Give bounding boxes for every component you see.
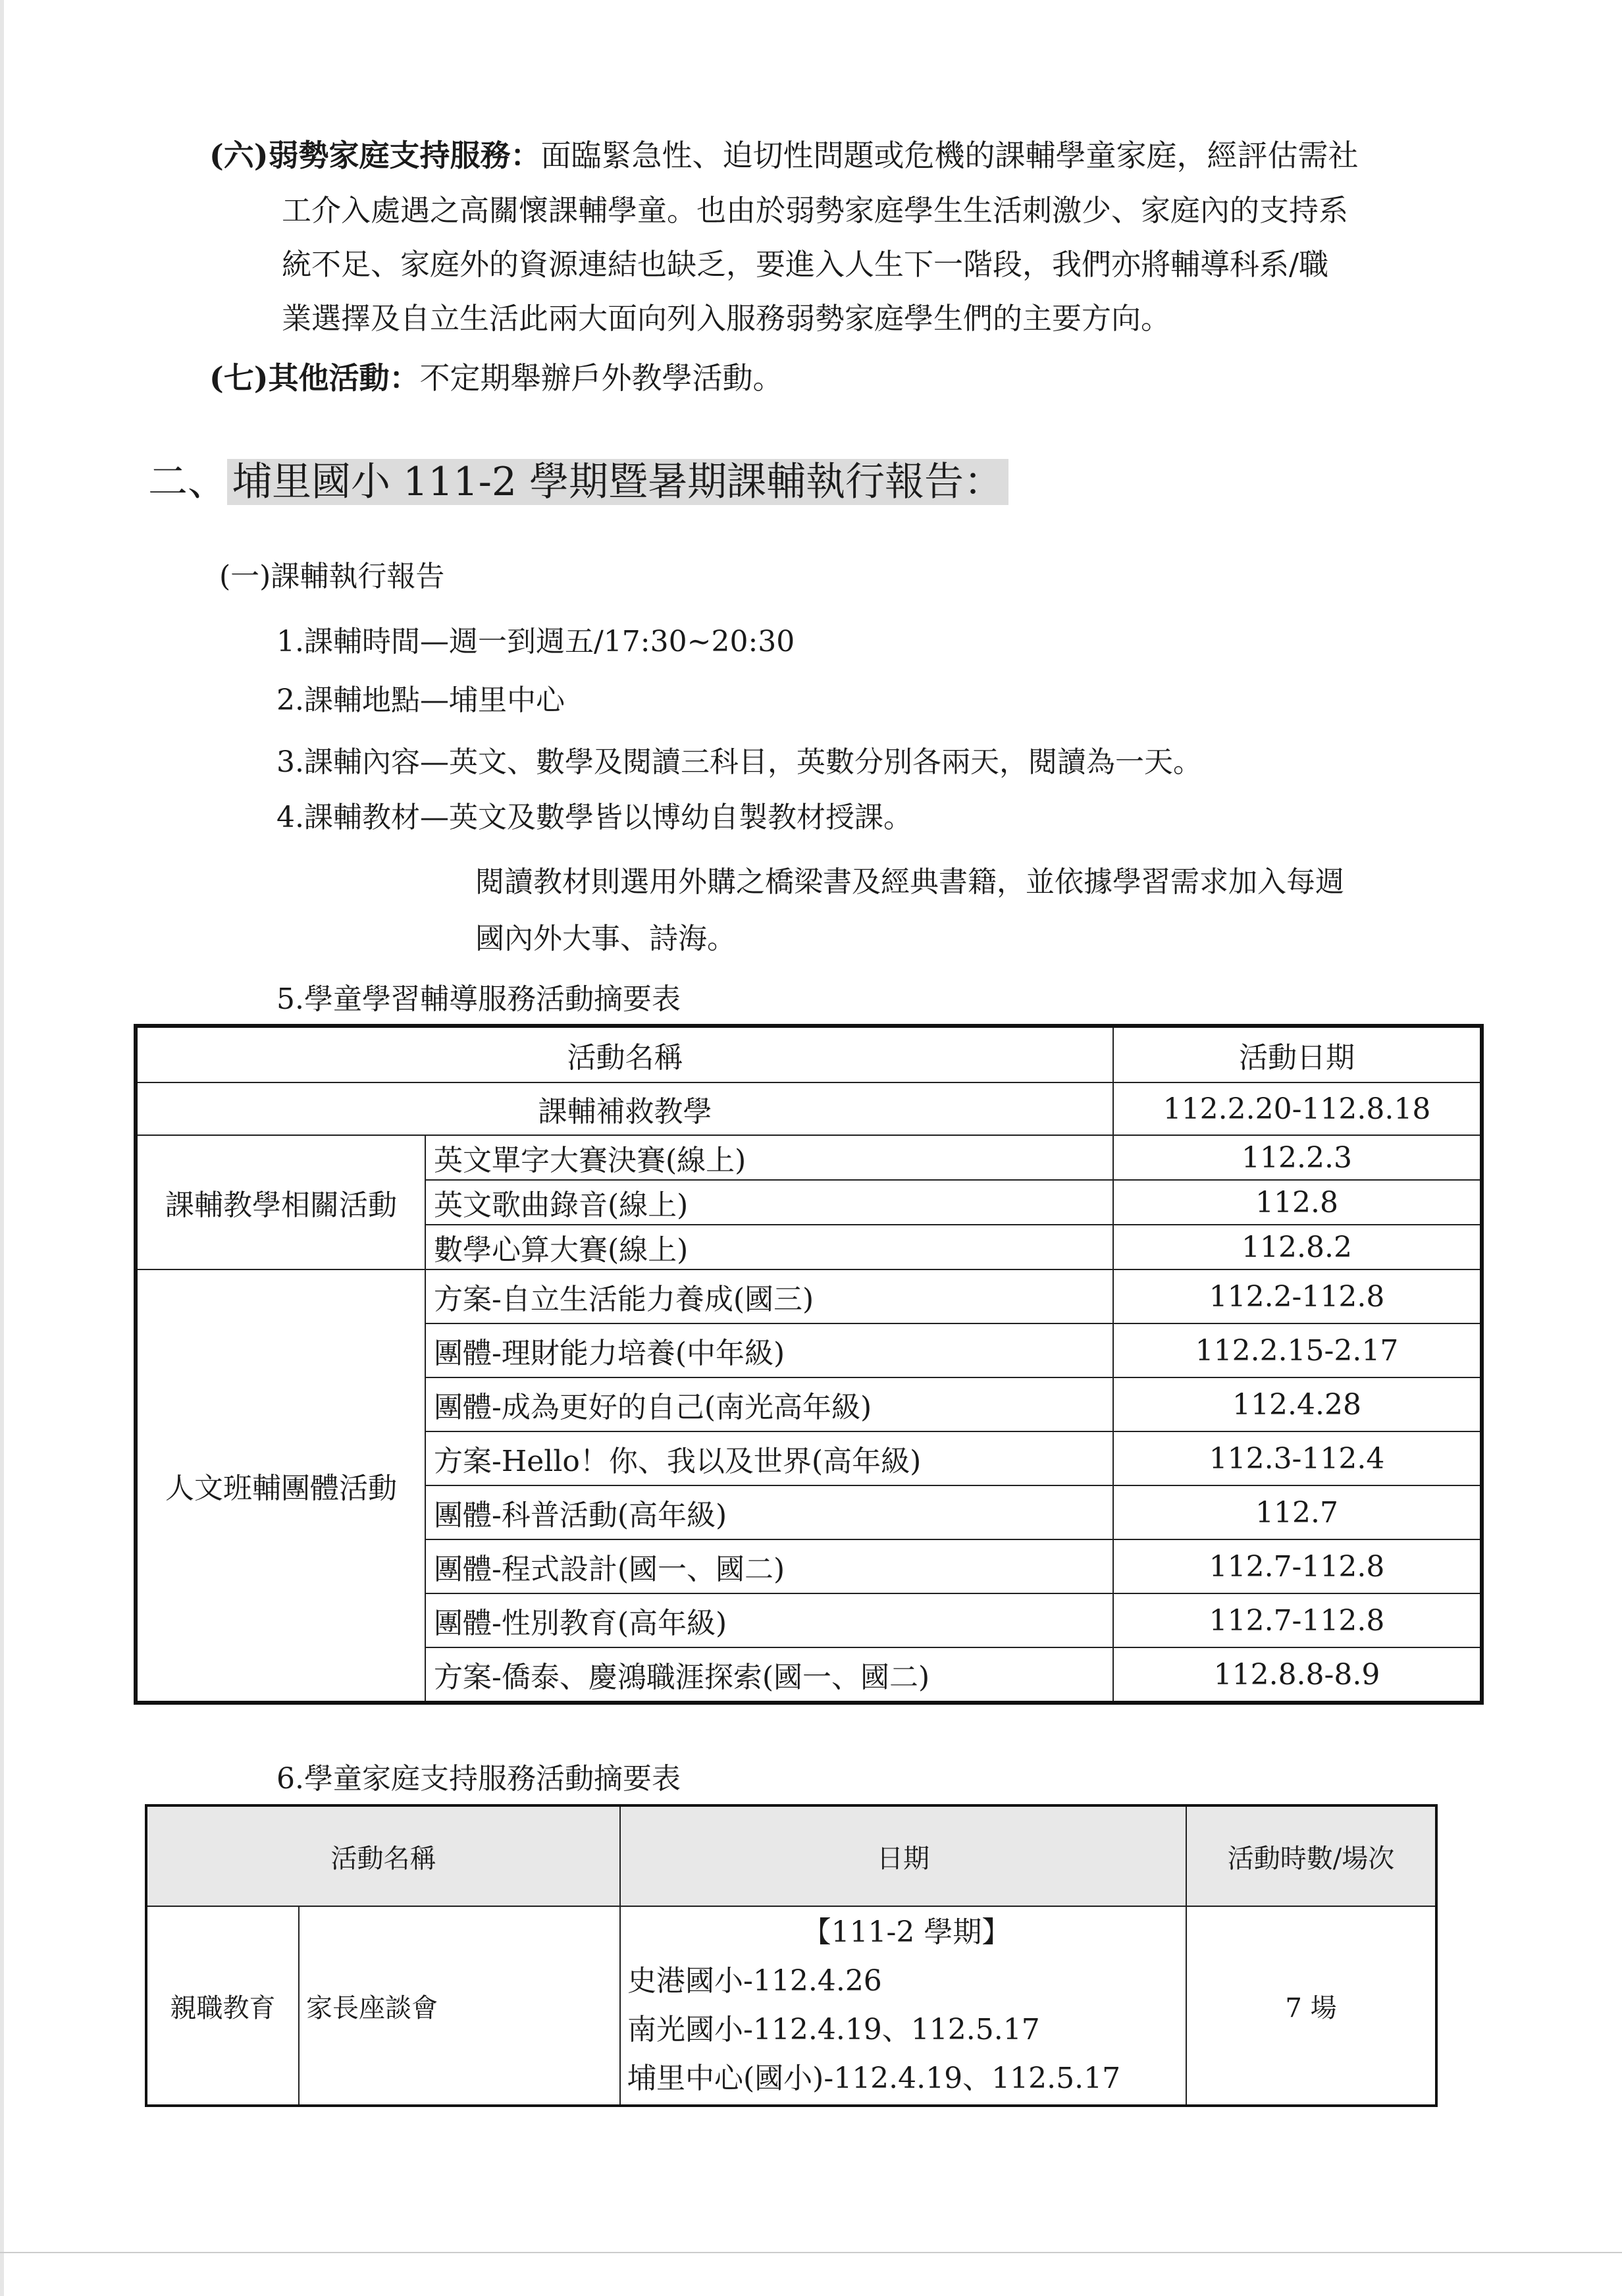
date-line: 埔里中心(國小)-112.4.19、112.5.17 bbox=[627, 2062, 1121, 2095]
activity-date: 112.2-112.8 bbox=[1113, 1269, 1482, 1323]
activity-name: 團體-成為更好的自己(南光高年級) bbox=[425, 1377, 1113, 1431]
header-date: 日期 bbox=[620, 1805, 1186, 1906]
header-activity-date: 活動日期 bbox=[1113, 1026, 1482, 1082]
sub1-item-1: 1.課輔時間—週一到週五/17:30~20:30 bbox=[276, 625, 795, 658]
activity-name: 英文單字大賽決賽(線上) bbox=[425, 1135, 1113, 1180]
activity-date: 112.8.2 bbox=[1113, 1225, 1482, 1269]
activity-name: 方案-Hello！你、我以及世界(高年級) bbox=[425, 1431, 1113, 1485]
activity-date: 112.8 bbox=[1113, 1180, 1482, 1225]
row-activity-name: 家長座談會 bbox=[299, 1906, 620, 2106]
bottom-divider bbox=[0, 2252, 1622, 2253]
table-header-row bbox=[146, 1805, 1436, 1906]
section6-line-3: 統不足、家庭外的資源連結也缺乏，要進入人生下一階段，我們亦將輔導科系/職 bbox=[282, 247, 1329, 282]
activity-date: 112.8.8-8.9 bbox=[1113, 1647, 1482, 1703]
part2-title: 埔里國小 111-2 學期暨暑期課輔執行報告： bbox=[227, 459, 1008, 505]
section6-title: (六)弱勢家庭支持服務： bbox=[209, 138, 541, 173]
activity-date: 112.2.15-2.17 bbox=[1113, 1323, 1482, 1377]
activity-date: 112.7 bbox=[1113, 1485, 1482, 1539]
activity-date: 112.3-112.4 bbox=[1113, 1431, 1482, 1485]
table2-caption: 6.學童家庭支持服務活動摘要表 bbox=[276, 1762, 681, 1796]
section7-line bbox=[209, 345, 783, 411]
activity-name: 英文歌曲錄音(線上) bbox=[425, 1180, 1113, 1225]
group-label: 人文班輔團體活動 bbox=[136, 1269, 425, 1703]
activity-name: 方案-自立生活能力養成(國三) bbox=[425, 1269, 1113, 1323]
header-activity-name: 活動名稱 bbox=[146, 1805, 620, 1906]
activity-name: 團體-程式設計(國一、國二) bbox=[425, 1539, 1113, 1593]
header-activity-name: 活動名稱 bbox=[136, 1026, 1113, 1082]
table-row bbox=[136, 1082, 1482, 1135]
sub1-item-4-cont-1: 閱讀教材則選用外購之橋梁書及經典書籍，並依據學習需求加入每週 bbox=[475, 865, 1344, 899]
section7-title: (七)其他活動： bbox=[209, 360, 420, 396]
activity-summary-table bbox=[134, 1024, 1484, 1705]
row-category: 親職教育 bbox=[146, 1906, 299, 2106]
sub1-item-3: 3.課輔內容—英文、數學及閱讀三科目，英數分別各兩天，閱讀為一天。 bbox=[276, 745, 1202, 779]
date-term: 【111-2 學期】 bbox=[802, 1915, 1011, 1949]
sub1-item-2: 2.課輔地點—埔里中心 bbox=[276, 683, 565, 717]
family-support-table bbox=[145, 1804, 1438, 2107]
section6-line-4: 業選擇及自立生活此兩大面向列入服務弱勢家庭學生們的主要方向。 bbox=[282, 301, 1171, 336]
main-activity-name: 課輔補救教學 bbox=[136, 1082, 1113, 1135]
activity-date: 112.7-112.8 bbox=[1113, 1539, 1482, 1593]
table1-caption: 5.學童學習輔導服務活動摘要表 bbox=[276, 982, 681, 1016]
activity-name: 團體-理財能力培養(中年級) bbox=[425, 1323, 1113, 1377]
row-count: 7 場 bbox=[1186, 1906, 1436, 2106]
main-activity-date: 112.2.20-112.8.18 bbox=[1113, 1082, 1482, 1135]
activity-name: 數學心算大賽(線上) bbox=[425, 1225, 1113, 1269]
sub1-item-4-cont-2: 國內外大事、詩海。 bbox=[475, 922, 736, 955]
section7-text: 不定期舉辦戶外教學活動。 bbox=[419, 360, 783, 396]
sub1-item-4: 4.課輔教材—英文及數學皆以博幼自製教材授課。 bbox=[276, 801, 912, 834]
activity-date: 112.7-112.8 bbox=[1113, 1593, 1482, 1647]
section6-text-1: 面臨緊急性、迫切性問題或危機的課輔學童家庭，經評估需社 bbox=[540, 138, 1359, 173]
activity-date: 112.2.3 bbox=[1113, 1135, 1482, 1180]
header-count: 活動時數/場次 bbox=[1186, 1805, 1436, 1906]
part2-heading bbox=[148, 453, 1008, 511]
activity-name: 方案-僑泰、慶鴻職涯探索(國一、國二) bbox=[425, 1647, 1113, 1703]
part2-prefix: 二、 bbox=[148, 459, 227, 505]
scan-edge bbox=[0, 0, 4, 2296]
table-row bbox=[136, 1269, 1482, 1323]
date-line: 史港國小-112.4.26 bbox=[627, 1964, 882, 1998]
date-line: 南光國小-112.4.19、112.5.17 bbox=[627, 2013, 1040, 2046]
group-label: 課輔教學相關活動 bbox=[136, 1135, 425, 1269]
row-dates bbox=[620, 1906, 1186, 2106]
activity-date: 112.4.28 bbox=[1113, 1377, 1482, 1431]
section6-line-2: 工介入處遇之高關懷課輔學童。也由於弱勢家庭學生生活刺激少、家庭內的支持系 bbox=[282, 193, 1349, 228]
table-header-row bbox=[136, 1026, 1482, 1082]
sub1-title: (一)課輔執行報告 bbox=[219, 560, 445, 593]
activity-name: 團體-科普活動(高年級) bbox=[425, 1485, 1113, 1539]
table-row bbox=[136, 1135, 1482, 1180]
activity-name: 團體-性別教育(高年級) bbox=[425, 1593, 1113, 1647]
table-row bbox=[146, 1906, 1436, 2106]
